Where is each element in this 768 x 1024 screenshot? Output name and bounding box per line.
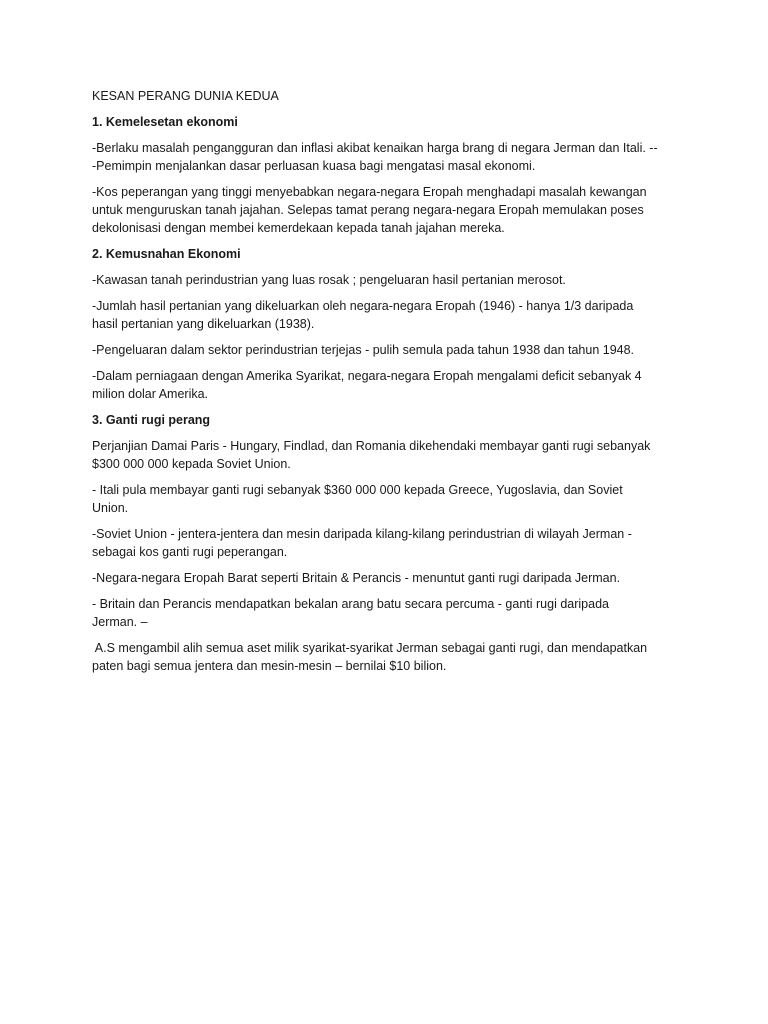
text-line: Jerman. – (92, 615, 148, 629)
text-line: -Pengeluaran dalam sektor perindustrian terjejas - pulih semula pada tahun 1938 dan tahun 1948. (92, 343, 635, 357)
paragraph (92, 569, 692, 587)
paragraph (92, 341, 692, 359)
text-line: -Kos peperangan yang tinggi menyebabkan negara-negara Eropah menghadapi masalah kewangan (92, 185, 647, 199)
text-line: untuk menguruskan tanah jajahan. Selepas tamat perang negara-negara Eropah memulakan poses (92, 203, 644, 217)
paragraph (92, 183, 692, 237)
paragraph (92, 367, 692, 403)
paragraph (92, 481, 692, 517)
text-line: sebagai kos ganti rugi peperangan. (92, 545, 288, 559)
text-line: $300 000 000 kepada Soviet Union. (92, 457, 291, 471)
section-heading: 2. Kemusnahan Ekonomi (92, 247, 241, 261)
text-line: -Pemimpin menjalankan dasar perluasan kuasa bagi mengatasi masal ekonomi. (92, 159, 536, 173)
paragraph (92, 297, 692, 333)
paragraph (92, 639, 692, 675)
text-line: - Britain dan Perancis mendapatkan bekalan arang batu secara percuma - ganti rugi daripada (92, 597, 609, 611)
text-line: dekolonisasi dengan membei kemerdekaan kepada tanah jajahan mereka. (92, 221, 505, 235)
text-line: -Dalam perniagaan dengan Amerika Syarikat, negara-negara Eropah mengalami deficit sebanyak 4 (92, 369, 642, 383)
section-heading: 1. Kemelesetan ekonomi (92, 115, 238, 129)
text-line: -Jumlah hasil pertanian yang dikeluarkan oleh negara-negara Eropah (1946) - hanya 1/3 daripada (92, 299, 634, 313)
text-line: Perjanjian Damai Paris - Hungary, Findlad, dan Romania dikehendaki membayar ganti rugi sebanyak (92, 439, 651, 453)
paragraph (92, 139, 692, 175)
document-page (92, 87, 692, 683)
text-line: paten bagi semua jentera dan mesin-mesin – bernilai $10 bilion. (92, 659, 447, 673)
document-title: KESAN PERANG DUNIA KEDUA (92, 89, 279, 103)
text-line: -Kawasan tanah perindustrian yang luas rosak ; pengeluaran hasil pertanian merosot. (92, 273, 566, 287)
paragraph (92, 271, 692, 289)
paragraph (92, 525, 692, 561)
text-line: - Itali pula membayar ganti rugi sebanyak $360 000 000 kepada Greece, Yugoslavia, dan Soviet (92, 483, 623, 497)
text-line: -Negara-negara Eropah Barat seperti Britain & Perancis - menuntut ganti rugi daripada Jerman. (92, 571, 621, 585)
text-line: -Berlaku masalah pengangguran dan inflasi akibat kenaikan harga brang di negara Jerman dan Itali. -- (92, 141, 658, 155)
text-line: milion dolar Amerika. (92, 387, 209, 401)
text-line: Union. (92, 501, 129, 515)
paragraph (92, 595, 692, 631)
text-line: -Soviet Union - jentera-jentera dan mesin daripada kilang-kilang perindustrian di wilayah Jerman - (92, 527, 632, 541)
paragraph (92, 437, 692, 473)
section-heading: 3. Ganti rugi perang (92, 413, 211, 427)
text-line: hasil pertanian yang dikeluarkan (1938). (92, 317, 315, 331)
text-line: A.S mengambil alih semua aset milik syarikat-syarikat Jerman sebagai ganti rugi, dan mendapatkan (92, 641, 648, 655)
